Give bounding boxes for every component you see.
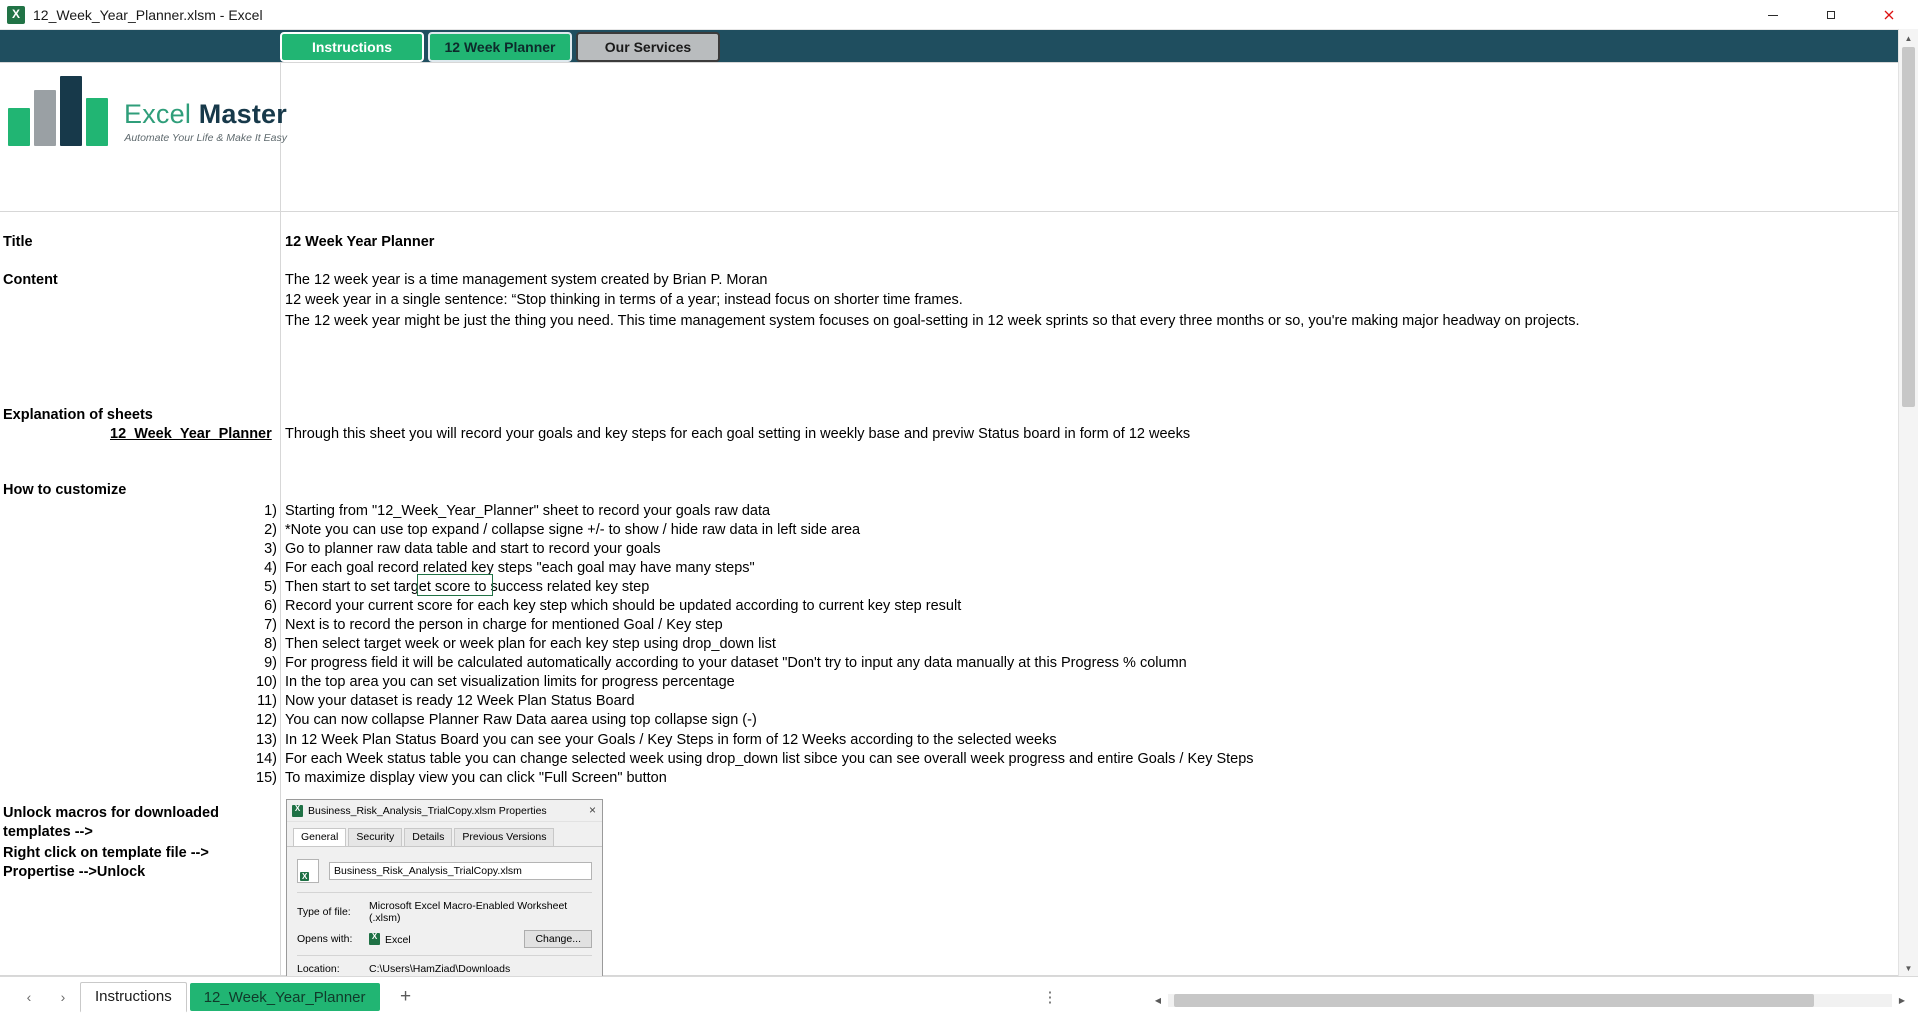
restore-button[interactable] bbox=[1802, 0, 1860, 29]
step-number: 4) bbox=[264, 560, 277, 576]
property-value: Microsoft Excel Macro-Enabled Worksheet (.xlsm) bbox=[369, 900, 568, 924]
properties-dialog-title: Business_Risk_Analysis_TrialCopy.xlsm Properties bbox=[308, 804, 547, 817]
excel-file-icon bbox=[292, 805, 303, 817]
logo-title bbox=[124, 101, 287, 128]
step-text: In 12 Week Plan Status Board you can see your Goals / Key Steps in form of 12 Weeks according to the selected weeks bbox=[285, 732, 1057, 748]
step-number: 3) bbox=[264, 541, 277, 557]
grid-row-line bbox=[0, 62, 1899, 63]
property-key: Opens with: bbox=[297, 933, 353, 945]
horizontal-scroll-track[interactable] bbox=[1168, 994, 1892, 1007]
logo-text bbox=[124, 101, 287, 144]
unlock-macros-heading: Unlock macros for downloaded templates --> bbox=[3, 805, 219, 840]
logo-tagline: Automate Your Life & Make It Easy bbox=[124, 132, 287, 144]
property-row-type bbox=[297, 900, 592, 924]
step-number: 14) bbox=[256, 751, 277, 767]
step-text: For each Week status table you can change selected week using drop_down list sibce you can see overall week progress and entire Goals / Key Steps bbox=[285, 751, 1254, 767]
step-text: *Note you can use top expand / collapse signe +/- to show / hide raw data in left side area bbox=[285, 522, 861, 538]
logo-bar-3 bbox=[60, 76, 82, 146]
step-number: 9) bbox=[264, 655, 277, 671]
step-text: Record your current score for each key step which should be updated according to current key step result bbox=[285, 598, 962, 614]
column-divider bbox=[280, 62, 281, 977]
property-value-opens-with bbox=[369, 933, 524, 946]
scroll-down-icon[interactable]: ▼ bbox=[1904, 963, 1913, 973]
step-number: 11) bbox=[257, 693, 277, 709]
more-options-icon[interactable]: ⋮ bbox=[1042, 989, 1059, 1006]
horizontal-scroll-thumb[interactable] bbox=[1174, 994, 1814, 1007]
content-line-1: The 12 week year is a time management system created by Brian P. Moran bbox=[285, 272, 768, 288]
sheet-nav-arrows bbox=[12, 982, 80, 1012]
step-number: 7) bbox=[264, 617, 277, 633]
label-how-to-customize: How to customize bbox=[3, 482, 127, 498]
next-sheet-icon[interactable]: › bbox=[60, 989, 66, 1005]
property-key: Location: bbox=[297, 963, 340, 975]
window-title: 12_Week_Year_Planner.xlsm - Excel bbox=[33, 6, 263, 23]
nav-button-instructions[interactable]: Instructions bbox=[280, 32, 424, 62]
logo-title-light: Excel bbox=[124, 99, 199, 129]
nav-button-our-services[interactable]: Our Services bbox=[576, 32, 720, 62]
step-text: Go to planner raw data table and start to record your goals bbox=[285, 541, 661, 557]
property-row-opens-with bbox=[297, 930, 592, 948]
window-titlebar bbox=[0, 0, 1918, 30]
step-text: Starting from "12_Week_Year_Planner" sheet to record your goals raw data bbox=[285, 503, 771, 519]
step-number: 15) bbox=[256, 770, 277, 786]
properties-dialog-body bbox=[287, 847, 602, 977]
logo-bar-2 bbox=[34, 90, 56, 146]
grid-row-line bbox=[0, 211, 1899, 212]
vertical-scrollbar[interactable] bbox=[1898, 29, 1918, 977]
property-row-location bbox=[297, 963, 592, 975]
unlock-macros-body: Right click on template file --> Propertise -->Unlock bbox=[3, 845, 209, 880]
add-sheet-button[interactable]: + bbox=[399, 986, 412, 1007]
xlsm-file-icon bbox=[297, 859, 319, 883]
step-number: 12) bbox=[256, 712, 277, 728]
change-button[interactable]: Change... bbox=[524, 930, 592, 948]
divider bbox=[297, 892, 592, 893]
tab-security[interactable]: Security bbox=[348, 828, 402, 846]
step-text: You can now collapse Planner Raw Data aarea using top collapse sign (-) bbox=[285, 712, 757, 728]
step-text: For progress field it will be calculated automatically according to your dataset "Don't try to input any data manually at this Progress % column bbox=[285, 655, 1187, 671]
opens-with-app: Excel bbox=[385, 933, 411, 946]
step-text: Now your dataset is ready 12 Week Plan Status Board bbox=[285, 693, 635, 709]
step-number: 10) bbox=[256, 674, 277, 690]
logo-bar-4 bbox=[86, 98, 108, 146]
close-icon[interactable]: × bbox=[588, 803, 596, 817]
worksheet-canvas[interactable] bbox=[0, 62, 1899, 977]
content-line-2: 12 week year in a single sentence: “Stop thinking in terms of a year; instead focus on shorter time frames. bbox=[285, 292, 963, 308]
property-value: C:\Users\HamZiad\Downloads bbox=[369, 963, 511, 975]
file-properties-dialog-image bbox=[286, 799, 603, 977]
previous-sheet-icon[interactable]: ‹ bbox=[26, 989, 32, 1005]
step-number: 5) bbox=[264, 579, 277, 595]
tab-previous-versions[interactable]: Previous Versions bbox=[454, 828, 554, 846]
divider bbox=[297, 955, 592, 956]
file-name-row bbox=[297, 859, 592, 883]
tab-details[interactable]: Details bbox=[404, 828, 452, 846]
step-number: 8) bbox=[264, 636, 277, 652]
step-number: 6) bbox=[264, 598, 277, 614]
sheet-tab-12-week-year-planner[interactable]: 12_Week_Year_Planner bbox=[190, 983, 380, 1011]
horizontal-scrollbar[interactable] bbox=[1150, 991, 1910, 1009]
step-text: Next is to record the person in charge for mentioned Goal / Key step bbox=[285, 617, 723, 633]
content-line-3: The 12 week year might be just the thing you need. This time management system focuses on goal-setting in 12 week sprints so that every three months or so, you're making major headway on projects. bbox=[285, 313, 1580, 329]
step-number: 13) bbox=[256, 732, 277, 748]
step-number: 2) bbox=[264, 522, 277, 538]
step-text: Then select target week or week plan for each key step using drop_down list bbox=[285, 636, 776, 652]
value-title: 12 Week Year Planner bbox=[285, 234, 435, 250]
step-number: 1) bbox=[264, 503, 277, 519]
step-text: For each goal record related key steps "each goal may have many steps" bbox=[285, 560, 755, 576]
sheet-tab-bar bbox=[0, 976, 1918, 1017]
tab-general[interactable]: General bbox=[293, 828, 346, 846]
nav-button-12-week-planner[interactable]: 12 Week Planner bbox=[428, 32, 572, 62]
excel-master-logo bbox=[8, 76, 287, 146]
scroll-left-icon[interactable]: ◀ bbox=[1154, 995, 1162, 1005]
label-explanation-of-sheets: Explanation of sheets bbox=[3, 407, 153, 423]
properties-dialog-tabs bbox=[287, 822, 602, 847]
step-text: To maximize display view you can click "Full Screen" button bbox=[285, 770, 667, 786]
scroll-up-icon[interactable]: ▲ bbox=[1904, 33, 1913, 43]
vertical-scroll-thumb[interactable] bbox=[1902, 47, 1915, 407]
sheet-link-12-week-year-planner[interactable]: 12_Week_Year_Planner bbox=[110, 426, 272, 442]
logo-title-bold: Master bbox=[198, 99, 287, 129]
label-title: Title bbox=[3, 234, 33, 250]
scroll-right-icon[interactable]: ▶ bbox=[1898, 995, 1906, 1005]
window-controls bbox=[1744, 0, 1918, 29]
properties-dialog-titlebar bbox=[287, 800, 602, 822]
minimize-button[interactable] bbox=[1744, 0, 1802, 29]
sheet-nav-strip bbox=[0, 30, 1918, 63]
file-name-field[interactable]: Business_Risk_Analysis_TrialCopy.xlsm bbox=[329, 862, 592, 880]
label-content: Content bbox=[3, 272, 58, 288]
property-key: Type of file: bbox=[297, 906, 351, 918]
sheet-tab-instructions[interactable]: Instructions bbox=[80, 982, 187, 1013]
step-text: In the top area you can set visualization limits for progress percentage bbox=[285, 674, 735, 690]
explanation-text: Through this sheet you will record your goals and key steps for each goal setting in weekly base and previw Status board in form of 12 weeks bbox=[285, 426, 1191, 442]
logo-bar-1 bbox=[8, 108, 30, 146]
step-text: Then start to set target score to success related key step bbox=[285, 579, 650, 595]
excel-icon bbox=[7, 6, 25, 24]
close-button[interactable] bbox=[1860, 0, 1918, 29]
excel-app-icon bbox=[369, 933, 380, 945]
